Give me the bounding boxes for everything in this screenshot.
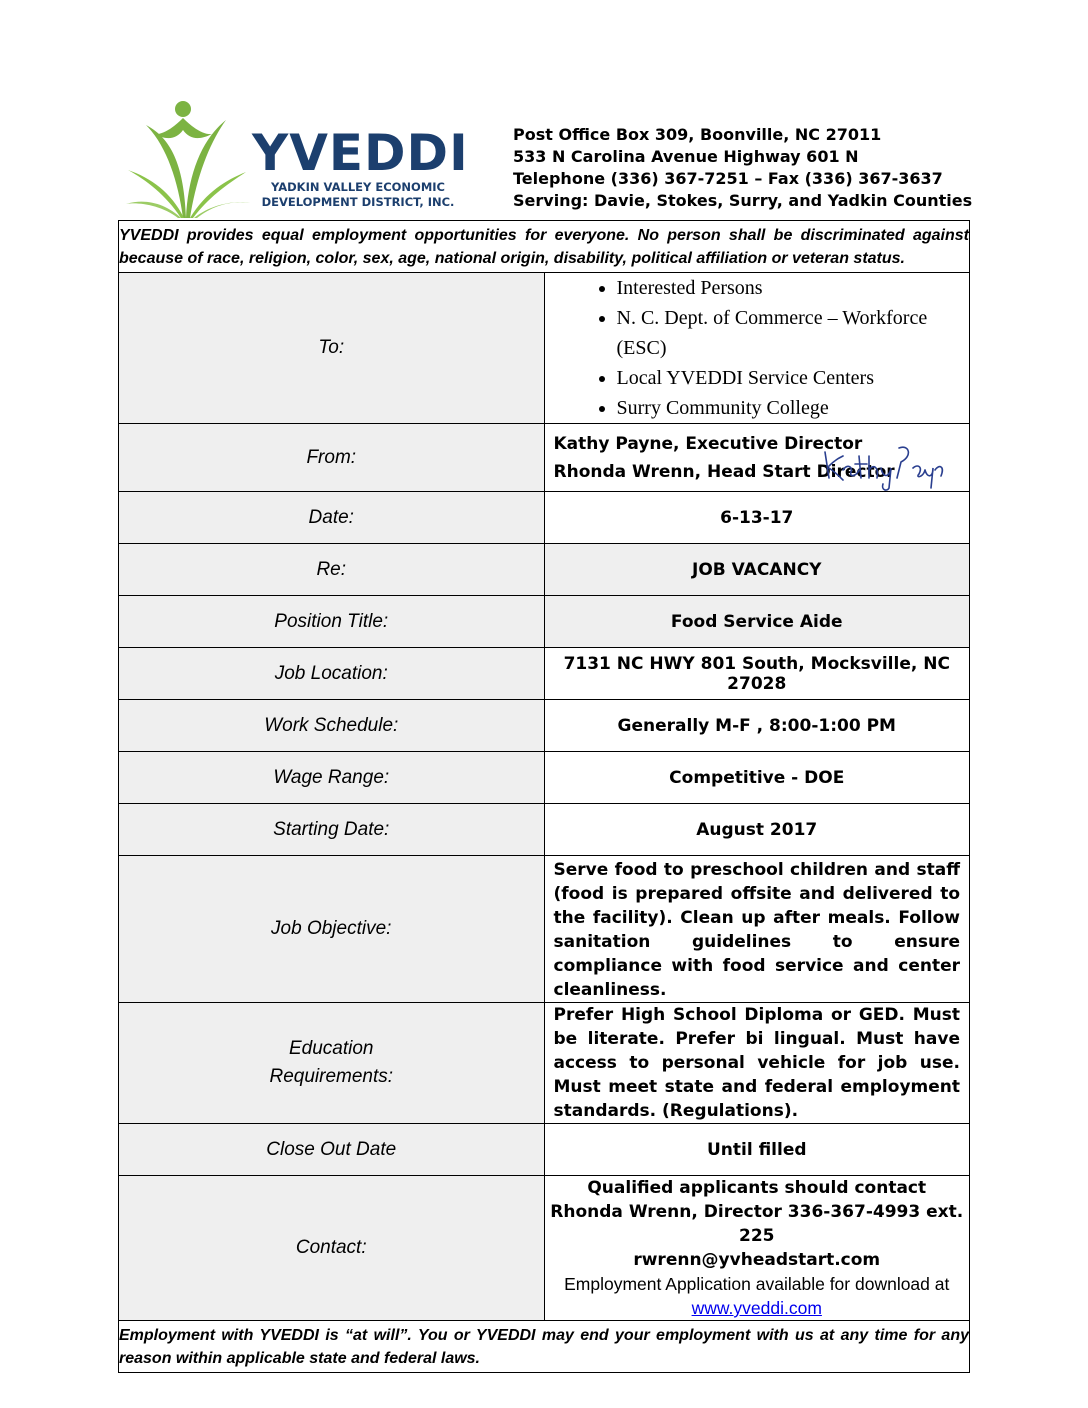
re-row xyxy=(119,544,970,596)
location-label: Job Location: xyxy=(119,648,545,700)
from-row xyxy=(119,424,970,492)
logo-subtitle xyxy=(258,180,458,210)
to-label: To: xyxy=(119,273,545,424)
application-download-text: Employment Application available for download at xyxy=(564,1274,950,1294)
closeout-label: Close Out Date xyxy=(119,1124,545,1176)
yveddi-logo xyxy=(126,100,469,220)
objective-value xyxy=(544,856,970,1003)
logo-subtitle-line2: DEVELOPMENT DISTRICT, INC. xyxy=(261,195,455,209)
recipient-item: • Interested Persons xyxy=(617,273,970,303)
start-row xyxy=(119,804,970,856)
address-line-serving: Serving: Davie, Stokes, Surry, and Yadkin Counties xyxy=(513,191,973,210)
at-will-statement: Employment with YVEDDI is “at will”. You or YVEDDI may end your employment with us at any time for any reason within applicable state and federal laws. xyxy=(119,1321,970,1373)
re-label: Re: xyxy=(119,544,545,596)
sprout-logo-icon xyxy=(126,100,251,220)
contact-name-phone: Rhonda Wrenn, Director 336-367-4993 ext. 225 xyxy=(550,1202,964,1246)
job-vacancy-table xyxy=(118,220,970,1373)
from-label: From: xyxy=(119,424,545,492)
contact-email: rwrenn@yvheadstart.com xyxy=(633,1250,881,1270)
contact-row xyxy=(119,1176,970,1321)
to-row xyxy=(119,273,970,424)
address-line-street: 533 N Carolina Avenue Highway 601 N xyxy=(513,147,859,166)
position-label: Position Title: xyxy=(119,596,545,648)
to-value xyxy=(544,273,970,424)
from-block xyxy=(545,430,970,486)
education-label-line1: Education xyxy=(288,1038,374,1059)
date-row xyxy=(119,492,970,544)
objective-row xyxy=(119,856,970,1003)
education-value xyxy=(544,1003,970,1124)
address-line-phone: Telephone (336) 367-7251 – Fax (336) 367-3637 xyxy=(513,169,943,188)
at-will-row xyxy=(119,1321,970,1373)
address-line-po-box: Post Office Box 309, Boonville, NC 27011 xyxy=(513,125,882,144)
objective-label: Job Objective: xyxy=(119,856,545,1003)
re-value: JOB VACANCY xyxy=(544,544,970,596)
equal-opportunity-row xyxy=(119,221,970,273)
address-block xyxy=(513,124,972,212)
education-text: Prefer High School Diploma or GED. Must be literate. Prefer bi lingual. Must have access to personal vehicle for job use. Must meet state and federal employment standards. (Regulations). xyxy=(553,1005,960,1121)
start-value: August 2017 xyxy=(544,804,970,856)
start-label: Starting Date: xyxy=(119,804,545,856)
schedule-label: Work Schedule: xyxy=(119,700,545,752)
recipient-item: • Surry Community College xyxy=(617,393,970,423)
application-download-line xyxy=(545,1272,970,1320)
signature-image xyxy=(817,434,947,492)
logo-subtitle-line1: YADKIN VALLEY ECONOMIC xyxy=(271,180,445,194)
location-row xyxy=(119,648,970,700)
recipient-list xyxy=(545,273,970,423)
date-label: Date: xyxy=(119,492,545,544)
position-value: Food Service Aide xyxy=(544,596,970,648)
position-row xyxy=(119,596,970,648)
recipient-item: • N. C. Dept. of Commerce – Workforce (ESC) xyxy=(617,303,970,363)
wage-label: Wage Range: xyxy=(119,752,545,804)
education-label xyxy=(119,1003,545,1124)
schedule-row xyxy=(119,700,970,752)
schedule-value: Generally M-F , 8:00-1:00 PM xyxy=(544,700,970,752)
contact-value xyxy=(544,1176,970,1321)
from-value xyxy=(544,424,970,492)
contact-intro: Qualified applicants should contact xyxy=(587,1178,927,1198)
website-link[interactable]: www.yveddi.com xyxy=(691,1298,822,1318)
wage-row xyxy=(119,752,970,804)
logo-name: YVEDDI xyxy=(252,124,469,182)
closeout-row xyxy=(119,1124,970,1176)
equal-opportunity-statement: YVEDDI provides equal employment opportunities for everyone. No person shall be discriminated against because of race, religion, color, sex, age, national origin, disability, political affiliation or veteran status. xyxy=(119,221,970,273)
recipient-item: • Local YVEDDI Service Centers xyxy=(617,363,970,393)
contact-label: Contact: xyxy=(119,1176,545,1321)
from-line-executive: Kathy Payne, Executive Director xyxy=(553,433,863,454)
location-value: 7131 NC HWY 801 South, Mocksville, NC 27028 xyxy=(544,648,970,700)
education-row xyxy=(119,1003,970,1124)
wage-value: Competitive - DOE xyxy=(544,752,970,804)
objective-text: Serve food to preschool children and staff (food is prepared offsite and delivered to the facility). Clean up after meals. Follow sanitation guidelines to ensure compliance with food service and center cleanliness. xyxy=(553,860,960,1000)
from-line-director: Rhonda Wrenn, Head Start Director xyxy=(553,461,895,482)
date-value: 6-13-17 xyxy=(544,492,970,544)
education-label-line2: Requirements: xyxy=(269,1066,394,1087)
closeout-value: Until filled xyxy=(544,1124,970,1176)
